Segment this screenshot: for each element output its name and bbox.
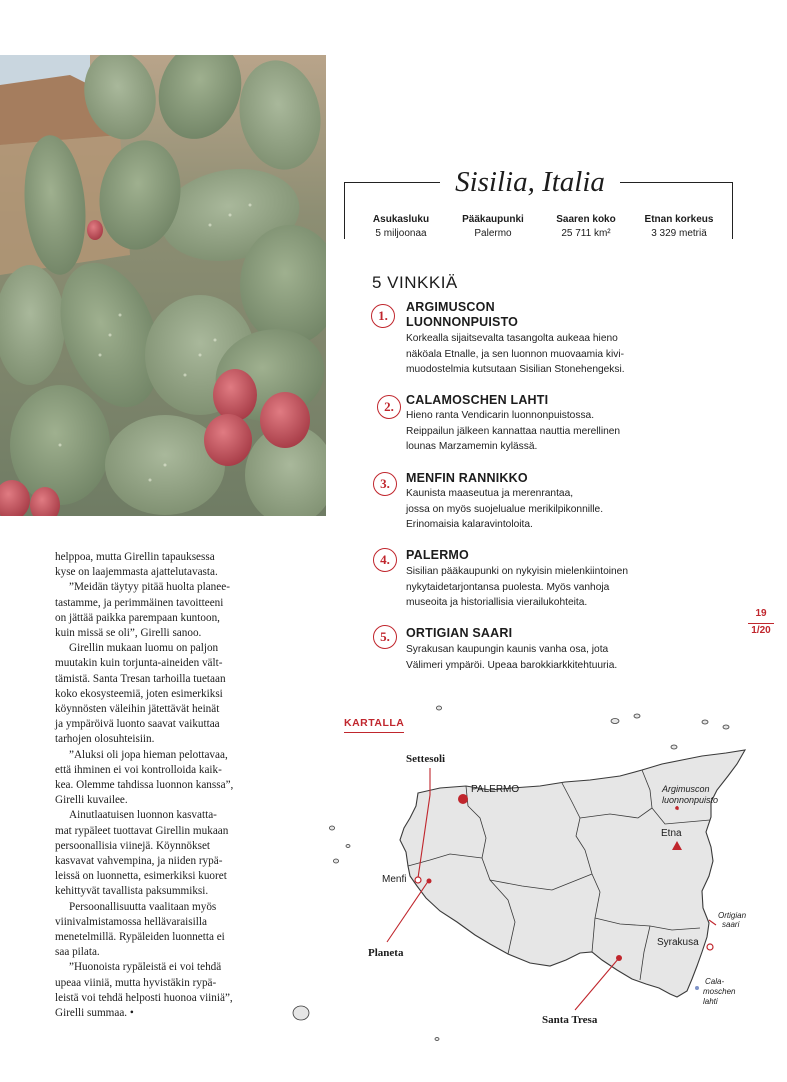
fact-capital — [452, 214, 534, 239]
tip-body-line: Erinomaisia kalaravintoloita. — [406, 519, 533, 530]
fact-label: Pääkaupunki — [462, 214, 524, 225]
paragraph — [55, 808, 270, 899]
tip-body-line: Kaunista maaseutua ja merenrantaa, — [406, 488, 574, 499]
tip-title — [406, 548, 469, 563]
tip-body-line: Korkealla sijaitsevalta tasangolta aukeaa hieno — [406, 333, 618, 344]
text-line: ”Huonoista rypäleistä ei voi tehdä — [69, 961, 222, 974]
text-line: ”Aluksi oli jopa hieman pelottavaa, — [69, 748, 228, 761]
map-label-etna: Etna — [661, 828, 682, 839]
tips-heading: 5 VINKKIÄ — [372, 273, 458, 292]
tip-title-line: MENFIN RANNIKKO — [406, 471, 528, 485]
text-line: köynnösten väleihin jätettävät heinät — [55, 703, 220, 716]
text-line: leistä voi tehdä helposti huonoa viiniä”, — [55, 991, 233, 1004]
tip-body-line: Reippailun jälkeen kannattaa nauttia merellinen — [406, 425, 621, 437]
tip-number: 3. — [373, 472, 397, 496]
tip-title-line: ARGIMUSCON — [406, 300, 495, 314]
text-line: viinivalmistamossa hellävaraisilla — [55, 915, 207, 928]
text-line: kuin missä se oli”, Girelli sanoo. — [55, 627, 202, 640]
paragraph — [55, 580, 270, 641]
map-section-label: KARTALLA — [344, 717, 404, 733]
map-label-settesoli: Settesoli — [406, 753, 446, 765]
fact-label: Etnan korkeus — [644, 214, 714, 225]
tip-body-line: Välimeri ympäröi. Upeaa barokkiarkkitehtuuria. — [406, 659, 618, 671]
tip-body — [406, 642, 676, 673]
tip-title — [406, 300, 518, 330]
map-label-argimusco: luonnonpuisto — [662, 795, 719, 805]
map-label-argimusco: Argimuscon — [662, 784, 710, 794]
map-label-menfi: Menfi — [382, 874, 407, 885]
text-line: tarhojen olosuhteisiin. — [55, 733, 155, 746]
tip-body-line: Hieno ranta Vendicarin luonnonpuistossa. — [406, 410, 595, 421]
tip-number: 2. — [377, 395, 401, 419]
tip-body-line: lounas Marzamemin kylässä. — [406, 441, 538, 452]
map-label-palermo: PALERMO — [471, 784, 520, 795]
tip-number: 1. — [371, 304, 395, 328]
tip-title-line: CALAMOSCHEN LAHTI — [406, 393, 549, 407]
text-line: upeaa viiniä, mutta hyvistäkin rypä- — [55, 976, 217, 989]
place-title: Sisilia, Italia — [440, 164, 620, 200]
fact-label: Asukasluku — [372, 214, 430, 225]
tip-body — [406, 564, 676, 611]
planeta-marker — [427, 879, 432, 884]
tip-title-line: ORTIGIAN SAARI — [406, 626, 513, 640]
tip-body-line: näköala Etnalle, ja sen luonnon muovaamia kivi- — [406, 348, 625, 360]
text-line: helppoa, mutta Girellin tapauksessa — [55, 551, 215, 563]
article-body — [55, 550, 270, 1021]
text-line: on jättää paikka parempaan kuntoon, — [55, 611, 220, 624]
paragraph — [55, 641, 270, 747]
cactus-illustration — [0, 55, 326, 516]
page-number-value: 19 — [755, 608, 767, 619]
text-line: mat rypäleet tuottavat Girellin mukaan — [55, 824, 229, 837]
fact-etna-height — [634, 214, 724, 239]
page-number — [748, 607, 774, 638]
fact-value: 5 miljoonaa — [375, 228, 427, 239]
text-line: tastamme, ja perimmäinen tavoitteeni — [55, 596, 224, 609]
tip-body-line: Syrakusan kaupungin kaunis vanha osa, jota — [406, 644, 609, 655]
map-label-ortigia: saari — [722, 920, 740, 929]
text-line: Girelli summaa. • — [55, 1007, 134, 1020]
tip-title — [406, 626, 512, 641]
map-label-santa-tresa: Santa Tresa — [542, 1014, 598, 1026]
tip-title-line: PALERMO — [406, 548, 469, 562]
tip-body-line: museoita ja historiallisia vierailukohteita. — [406, 597, 588, 608]
tip-title — [406, 471, 528, 486]
text-line: leissä on luonnetta, esimerkiksi kuoret — [55, 870, 227, 883]
syrakusa-marker — [707, 944, 713, 950]
paragraph — [55, 748, 270, 809]
paragraph — [55, 960, 270, 1021]
menfi-marker — [415, 877, 421, 883]
santa-tresa-marker — [616, 955, 622, 961]
paragraph — [55, 900, 270, 961]
tip-number: 5. — [373, 625, 397, 649]
fact-value: 3 329 metriä — [651, 228, 707, 239]
tip-body — [406, 408, 676, 455]
map-label-ortigia: Ortigian — [718, 911, 747, 920]
text-line: kea. Olemme tahdissa luonnon kanssa”, — [55, 779, 234, 792]
tip-body-line: nykytaidetarjontansa puolesta. Myös vanhoja — [406, 581, 610, 593]
text-line: Girellin mukaan luomu on paljon — [69, 642, 219, 655]
fact-population — [362, 214, 440, 239]
text-line: ja ympäröivä luonto saavat vaikuttaa — [55, 718, 220, 731]
fact-value: Palermo — [474, 228, 512, 239]
paragraph — [55, 550, 270, 580]
tip-number: 4. — [373, 548, 397, 572]
tip-title-line: LUONNONPUISTO — [406, 315, 519, 329]
text-line: tämistä. Santa Tresan tarhoilla tuetaan — [55, 672, 226, 685]
map-label-calamosche: moschen — [703, 987, 736, 996]
tip-body — [406, 331, 676, 378]
text-line: persoonallisia viinejä. Köynnökset — [55, 839, 211, 852]
fact-value: 25 711 km² — [561, 228, 611, 239]
tip-title — [406, 393, 548, 408]
map-label-calamosche: Cala- — [705, 977, 725, 986]
text-line: koko ekosysteemiä, joten esimerkiksi — [55, 687, 223, 700]
map-label-planeta: Planeta — [368, 947, 404, 959]
tip-body-line: jossa on myös suojelualue merikilpikonnille. — [406, 503, 604, 515]
sicily-map — [290, 690, 760, 1050]
fact-island-size — [545, 214, 627, 239]
tip-body — [406, 486, 676, 533]
fact-label: Saaren koko — [556, 214, 616, 225]
text-line: Ainutlaatuisen luonnon kasvatta- — [69, 809, 217, 822]
text-line: kehittyvät tavallista paksummiksi. — [55, 885, 209, 898]
text-line: Girelli kuvailee. — [55, 794, 128, 807]
text-line: kasvavat vahvempina, ja niiden rypä- — [55, 855, 223, 868]
cactus-photo — [0, 55, 326, 516]
tip-body-line: Sisilian pääkaupunki on nykyisin mielenkiintoinen — [406, 566, 628, 577]
text-line: saa pilata. — [55, 946, 100, 959]
map-label-syrakusa: Syrakusa — [657, 937, 699, 948]
palermo-marker — [458, 794, 468, 804]
map-label-calamosche: lahti — [703, 997, 718, 1006]
calamosche-marker — [695, 986, 699, 990]
text-line: menetelmillä. Rypäleiden luonnetta ei — [55, 931, 225, 944]
tip-body-line: muodostelmia kutsutaan Sisilian Stonehengeksi. — [406, 364, 625, 375]
argimusco-marker — [675, 806, 679, 810]
text-line: muutakin kuin torjunta-aineiden vält- — [55, 657, 223, 670]
issue-number: 1/20 — [748, 623, 774, 638]
text-line: ”Meidän täytyy pitää huolta planee- — [69, 581, 230, 594]
text-line: kyse on laajemmasta ajattelutavasta. — [55, 566, 218, 579]
text-line: että ihminen ei voi kontrolloida kaik- — [55, 763, 222, 776]
text-line: Persoonallisuutta vaalitaan myös — [69, 900, 217, 913]
